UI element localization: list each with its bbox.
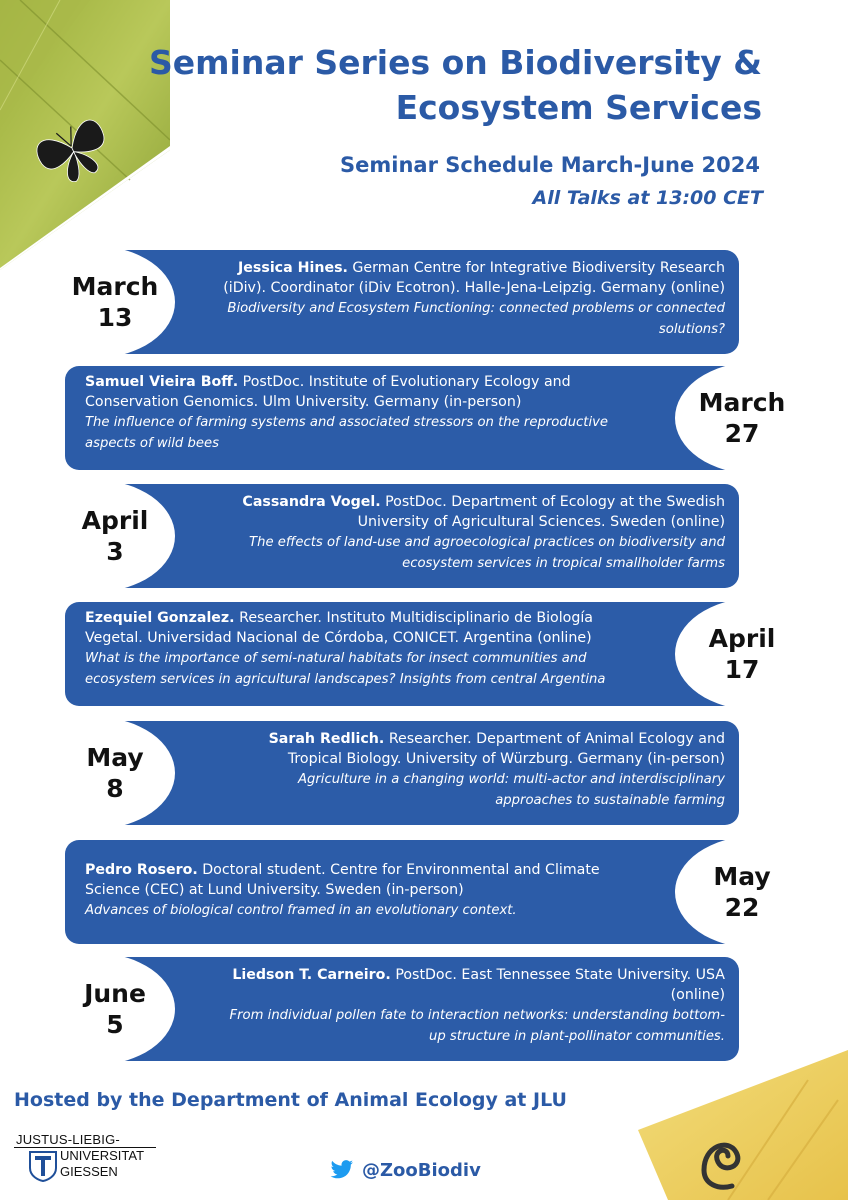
hosted-by: Hosted by the Department of Animal Ecology at JLU [14,1089,567,1111]
talk-title: From individual pollen fate to interaction networks: understanding bottom-up structure in plant-pollinator communities. [229,1008,725,1044]
talk-date: May 8 [86,743,144,803]
speaker-name: Pedro Rosero. [85,862,198,878]
talk-card [65,840,785,944]
page-title: Seminar Series on Biodiversity & Ecosystem Services [148,43,762,127]
talk-title: Agriculture in a changing world: multi-actor and interdisciplinary approaches to sustainable farming [297,772,725,808]
speaker-affiliation: PostDoc. Institute of Evolutionary Ecology and Conservation Genomics. Ulm University. Germany (in-person) [85,374,571,410]
twitter-handle: @ZooBiodiv [362,1159,481,1181]
university-logo: JUSTUS-LIEBIG- UNIVERSITAT GIESSEN [14,1132,156,1184]
twitter-bird-icon [330,1160,354,1180]
talk-card [65,484,739,588]
talk-date: April 3 [81,506,149,566]
talk-title: The influence of farming systems and associated stressors on the reproductive aspects of wild bees [85,415,609,451]
speaker-name: Cassandra Vogel. [242,494,381,510]
university-seal-icon [28,1150,58,1182]
speaker-affiliation: Doctoral student. Centre for Environmental and Climate Science (CEC) at Lund University. Sweden (in-person) [85,862,600,898]
speaker-name: Jessica Hines. [238,260,348,276]
talk-title: What is the importance of semi-natural habitats for insect communities and ecosystem services in agricultural landscapes? Insights from central Argentina [85,651,606,687]
talk-date: June 5 [84,979,146,1039]
speaker-affiliation: Researcher. Instituto Multidisciplinario de Biología Vegetal. Universidad Nacional de Córdoba, CONICET. Argentina (online) [85,610,593,646]
speaker-name: Sarah Redlich. [268,731,385,747]
speaker-affiliation: German Centre for Integrative Biodiversity Research (iDiv). Coordinator (iDiv Ecotron). Halle-Jena-Leipzig. Germany (online) [223,260,725,296]
talk-card [65,957,739,1061]
talk-title: Advances of biological control framed in an evolutionary context. [85,903,517,918]
speaker-affiliation: PostDoc. Department of Ecology at the Swedish University of Agricultural Sciences. Sweden (online) [357,494,725,530]
talk-card [65,366,785,470]
talk-date: May 22 [713,862,771,922]
speaker-name: Samuel Vieira Boff. [85,374,239,390]
talk-date: March 27 [698,388,786,448]
schedule-subtitle: Seminar Schedule March-June 2024 [340,153,760,177]
talk-card [65,250,739,354]
talk-title: Biodiversity and Ecosystem Functioning: connected problems or connected solutions? [227,301,725,337]
talk-card [65,721,739,825]
speaker-name: Liedson T. Carneiro. [232,967,391,983]
speaker-affiliation: PostDoc. East Tennessee State University. USA (online) [395,967,725,1003]
talk-title: The effects of land-use and agroecological practices on biodiversity and ecosystem services in tropical smallholder farms [249,535,725,571]
worm-illustration [608,1050,848,1200]
talk-date: April 17 [708,624,776,684]
twitter-link[interactable] [330,1158,481,1182]
talk-card [65,602,785,706]
time-note: All Talks at 13:00 CET [532,187,763,209]
talk-date: March 13 [71,272,159,332]
speaker-affiliation: Researcher. Department of Animal Ecology and Tropical Biology. University of Würzburg. Germany (in-person) [287,731,725,767]
speaker-name: Ezequiel Gonzalez. [85,610,235,626]
